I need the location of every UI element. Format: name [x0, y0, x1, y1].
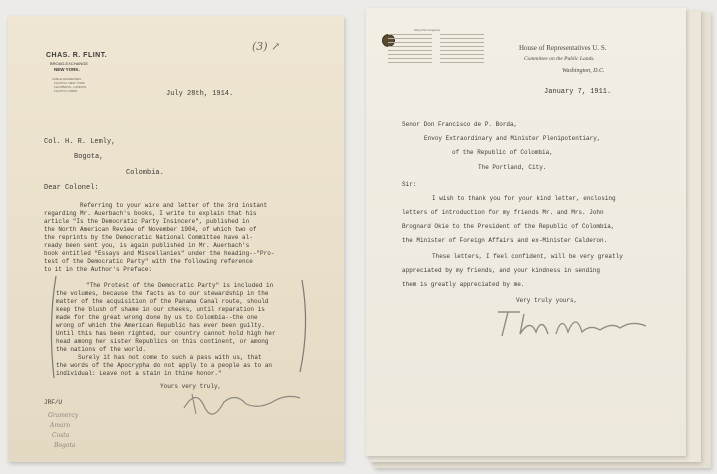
pencil-note-line: Gramercy	[48, 412, 79, 419]
body-line: letters of introduction for my friends Mr. and Mrs. John	[402, 209, 604, 216]
signature-mark	[490, 304, 656, 342]
letter-date: January 7, 1911.	[544, 88, 612, 96]
cable-address-line: CABLE ADDRESSES	[52, 77, 82, 81]
quote-line: keep the blush of shame in our cheeks, until reparation is	[56, 306, 265, 313]
quote-line: Until this has been righted, our country cannot hold high her	[56, 330, 276, 337]
cable-address-line: FLINTBROS., LONDON	[54, 85, 87, 89]
quote-line: the nations of the world.	[56, 346, 147, 353]
body-line: book entitled "Essays and Miscellanies" under the heading--"Pro-	[44, 250, 275, 257]
body-line: to it in the Author's Preface:	[44, 266, 153, 273]
quote-line: matter of the acquisition of the Panama Canal route, should	[56, 298, 269, 305]
letter-mondell	[366, 8, 686, 456]
recipient-line: Envoy Extraordinary and Minister Plenipotentiary,	[424, 135, 601, 142]
committee-roster	[388, 34, 488, 74]
quote-line: "The Protest of the Democratic Party" is included in	[86, 282, 274, 289]
body-line: Referring to your wire and letter of the 3rd instant	[80, 202, 268, 209]
body-line: article "Is the Democratic Party Insincere", published in	[44, 218, 250, 225]
marginal-note: (3) ↗	[252, 40, 281, 53]
body-line: Brognard Okie to the President of the Republic of Colombia,	[402, 223, 615, 230]
quote-line: head among her sister Republics on this continent, or among	[56, 338, 269, 345]
pencil-note-line: Amaro	[50, 422, 71, 429]
quote-line: Surely it has not come to such a pass with us, that	[78, 354, 262, 361]
salutation: Sir:	[402, 181, 417, 188]
salutation: Dear Colonel:	[44, 184, 99, 192]
body-line: the Minister of Foreign Affairs and ex-Minister Calderon.	[402, 237, 608, 244]
committee-congress: Sixty-first Congress.	[414, 28, 441, 32]
letterhead-committee: Committee on the Public Lands.	[524, 56, 595, 62]
body-line: I wish to thank you for your kind letter, enclosing	[432, 195, 616, 202]
letter-date: July 28th, 1914.	[166, 90, 234, 98]
letterhead-city: Washington, D.C.	[562, 68, 605, 74]
recipient-line: Bogota,	[74, 153, 104, 161]
body-line: These letters, I feel confident, will be very greatly	[432, 253, 623, 260]
closing: Very truly yours,	[516, 297, 578, 304]
pencil-note-line: Costa	[52, 432, 70, 439]
body-line: ready been sent you, is again published in Mr. Auerbach's	[44, 242, 250, 249]
letterhead-city: NEW YORK.	[54, 67, 80, 72]
cable-address-line: FLINTCO, NEW YORK	[54, 81, 85, 85]
recipient-line: Colombia.	[126, 169, 164, 177]
closing: Yours very truly,	[160, 383, 222, 390]
cable-address-line: FLINTCO, PARIS	[54, 89, 78, 93]
typist-initials: JRF/U	[44, 399, 63, 406]
body-line: regarding Mr. Auerbach's books, I write to explain that his	[44, 210, 257, 217]
letterhead-name: CHAS. R. FLINT.	[46, 52, 108, 59]
recipient-line: Senor Don Francisco de P. Borda,	[402, 121, 518, 128]
signature-mark	[176, 380, 306, 420]
quote-line: individual: Leave not a stain in thine honor."	[56, 370, 222, 377]
letterhead-address: BROAD-EXCHANGE	[50, 61, 89, 66]
body-line: the North American Review of November 1904, of which two of	[44, 226, 257, 233]
handwritten-signature	[490, 304, 656, 342]
body-line: test of the Democratic Party" with the following reference	[44, 258, 253, 265]
body-line: the reprints by the Democratic National Committee have al-	[44, 234, 253, 241]
handwritten-signature	[176, 380, 306, 420]
body-line: them is greatly appreciated by me.	[402, 281, 525, 288]
letter-flint	[8, 16, 344, 462]
pencil-note-line: Bogota	[54, 442, 76, 449]
pencil-bracket-mark	[44, 274, 314, 382]
quote-line: wrong of which the American Republic has ever been guilty.	[56, 322, 265, 329]
quote-line: made for the great wrong done by us to Colombia--the one	[56, 314, 258, 321]
quote-line: the volumes, because the facts as to our stewardship in the	[56, 290, 269, 297]
recipient-line: Col. H. R. Lemly,	[44, 138, 116, 146]
letterhead-house: House of Representatives U. S.	[519, 44, 607, 52]
recipient-line: The Portland, City.	[478, 164, 547, 171]
recipient-line: of the Republic of Colombia,	[452, 149, 553, 156]
quote-line: the words of the Apocrypha do not apply to a people as to an	[56, 362, 273, 369]
body-line: appreciated by my friends, and your kindness in sending	[402, 267, 601, 274]
